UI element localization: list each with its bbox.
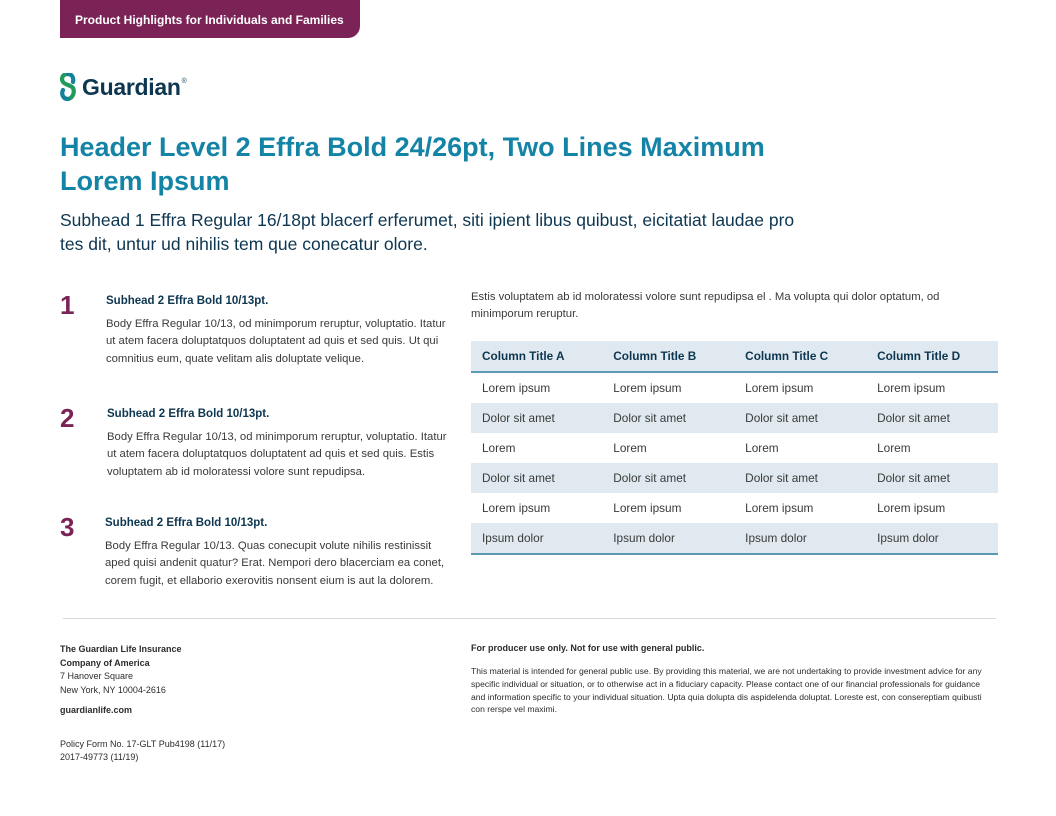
table-cell: Lorem — [613, 441, 647, 455]
table-cell: Ipsum dolor — [471, 523, 602, 554]
table-cell: Dolor sit amet — [734, 463, 866, 493]
item-body: Body Effra Regular 10/13, od minimporum reruptur, voluptatio. Itatur ut atem facera doluptatquos doluptatent ad quis et sed quis. Estis voluptatem ab id moloratessi volore sunt repudipsa. — [107, 431, 447, 478]
table-cell: Lorem — [745, 441, 779, 455]
table-cell: Lorem — [877, 441, 911, 455]
item-title: Subhead 2 Effra Bold 10/13pt. — [106, 295, 269, 307]
company-name-line-1: The Guardian Life Insurance — [60, 644, 182, 654]
guardian-logo-icon — [59, 73, 77, 101]
intro-paragraph: Estis voluptatem ab id moloratessi volore sunt repudipsa el . Ma volupta qui dolor optatum, od minimporum reruptur. — [471, 291, 940, 321]
table-cell: Lorem ipsum — [482, 501, 551, 515]
table-cell: Lorem ipsum — [877, 501, 946, 515]
table-cell: Lorem ipsum — [745, 501, 814, 515]
table-cell: Ipsum dolor — [734, 523, 866, 554]
item-body: Body Effra Regular 10/13, od minimporum reruptur, voluptatio. Itatur ut atem facera doluptatquos doluptatent ad quis et sed quis. Ut qui comnitius eum, quate velitam alis doluptate velique. — [106, 318, 446, 365]
website-link[interactable]: guardianlife.com — [60, 705, 133, 715]
table-cell: Ipsum dolor — [866, 523, 998, 554]
data-table — [471, 341, 998, 555]
disclaimer-text: This material is intended for general public use. By providing this material, we are not undertaking to provide investment advice for any specific individual or situation, or to otherwise act in a fiduciary capacity. Please contact one of our financial professionals for guidance and information specific to your individual situation. Upta quia dolupta dis aspidelenda doluptat. Loreste est, con consereptiam quibusti con rerspe vel maximi. — [471, 666, 982, 715]
table-cell: Dolor sit amet — [602, 463, 734, 493]
policy-info — [60, 738, 225, 764]
page-title: Header Level 2 Effra Bold 24/26pt, Two Lines Maximum Lorem Ipsum — [60, 132, 765, 196]
column-header-a: Column Title A — [471, 341, 602, 372]
company-address — [60, 643, 182, 718]
table-cell: Lorem ipsum — [745, 381, 814, 395]
column-header-b: Column Title B — [602, 341, 734, 372]
table-cell: Lorem ipsum — [613, 381, 682, 395]
table-row — [471, 433, 998, 463]
publication-code: 2017-49773 (11/19) — [60, 752, 139, 762]
item-number: 1 — [60, 290, 75, 320]
item-title: Subhead 2 Effra Bold 10/13pt. — [107, 408, 270, 420]
table-cell: Dolor sit amet — [471, 403, 602, 433]
table-cell: Dolor sit amet — [602, 403, 734, 433]
column-header-d: Column Title D — [866, 341, 998, 372]
table-cell: Dolor sit amet — [734, 403, 866, 433]
table-row — [471, 372, 998, 403]
table-cell: Dolor sit amet — [471, 463, 602, 493]
company-name-line-2: Company of America — [60, 657, 150, 668]
table-row — [471, 493, 998, 523]
table-row — [471, 403, 998, 433]
address-line-2: New York, NY 10004-2616 — [60, 684, 166, 695]
logo-wordmark: Guardian — [82, 73, 181, 100]
address-line-1: 7 Hanover Square — [60, 671, 134, 681]
table-row — [471, 523, 998, 554]
table-cell: Dolor sit amet — [866, 463, 998, 493]
table-cell: Ipsum dolor — [602, 523, 734, 554]
subhead-1: Subhead 1 Effra Regular 16/18pt blacerf erferumet, siti ipient libus quibust, eicitatiat laudae pro tes dit, untur ud nihilis tem que conecatur olore. — [60, 210, 795, 254]
table-cell: Lorem ipsum — [613, 501, 682, 515]
policy-form-number: Policy Form No. 17-GLT Pub4198 (11/17) — [60, 739, 226, 749]
logo-trademark: ® — [181, 78, 187, 85]
category-tab: Product Highlights for Individuals and Families — [60, 0, 360, 38]
table-cell: Lorem — [482, 441, 516, 455]
item-body: Body Effra Regular 10/13. Quas conecupit volute nihilis restinissit aped quisi andenit quatur? Erat. Nempori dero blacerciam ea conet, corem fugit, et ellaborio exerovitis nonsent eium is aut la dolorem. — [105, 540, 445, 587]
table-cell: Dolor sit amet — [866, 403, 998, 433]
producer-use-label: For producer use only. Not for use with general public. — [471, 643, 705, 653]
item-title: Subhead 2 Effra Bold 10/13pt. — [105, 517, 268, 529]
column-header-c: Column Title C — [734, 341, 866, 372]
table-cell: Lorem ipsum — [877, 381, 946, 395]
table-row — [471, 463, 998, 493]
guardian-logo[interactable] — [59, 72, 187, 102]
footer-divider — [63, 618, 996, 619]
table-cell: Lorem ipsum — [482, 381, 551, 395]
table-header-row — [471, 341, 998, 372]
item-number: 2 — [60, 403, 75, 433]
item-number: 3 — [60, 512, 75, 542]
